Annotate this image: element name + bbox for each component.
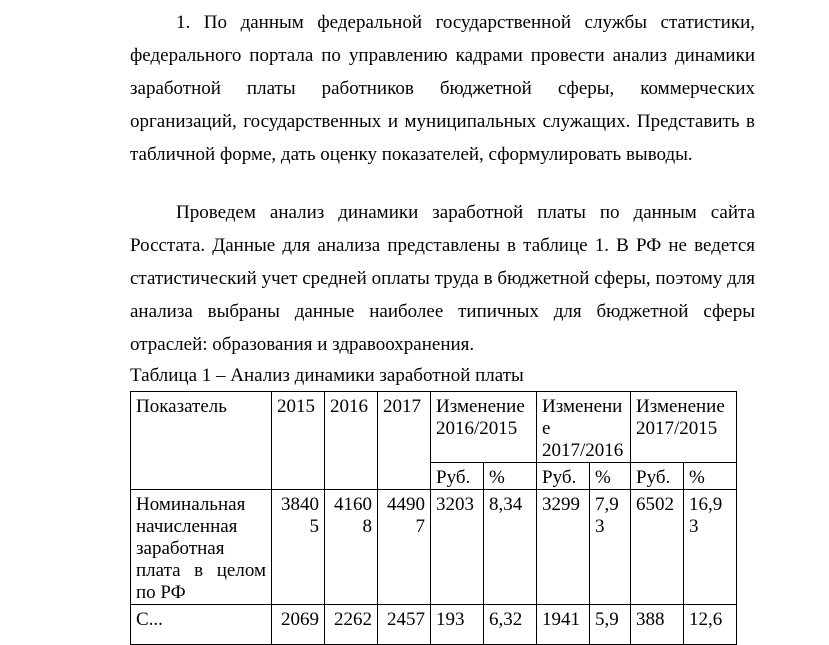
cell-change3-rub: 388: [631, 605, 684, 645]
table-row: [131, 605, 737, 645]
header-2017: 2017: [378, 392, 431, 490]
cell-2015: 38405: [272, 490, 325, 605]
subheader-pct: %: [484, 463, 537, 490]
cell-2015: 2069: [272, 605, 325, 645]
cell-2016: 41608: [325, 490, 378, 605]
cell-2017: 44907: [378, 490, 431, 605]
task-paragraph: 1. По данным федеральной государственной службы статистики, федерального портала по управлению кадрами провести анализ динамики заработной платы работников бюджетной сферы, коммерческих организаций, государственных и муниципальных служащих. Представить в табличной форме, дать оценку показателей, сформулировать выводы.: [130, 12, 755, 165]
cell-change3-pct: 16,93: [684, 490, 737, 605]
cell-change2-rub: 1941: [537, 605, 590, 645]
header-2016: 2016: [325, 392, 378, 490]
cell-change2-pct: 5,9: [590, 605, 631, 645]
table-header-row: [131, 392, 737, 463]
cell-2016: 2262: [325, 605, 378, 645]
row-indicator: С...: [131, 605, 272, 645]
header-change-2017-2015: Изменение 2017/2015: [631, 392, 737, 463]
cell-change1-pct: 8,34: [484, 490, 537, 605]
subheader-rub: Руб.: [631, 463, 684, 490]
subheader-pct: %: [684, 463, 737, 490]
salary-dynamics-table: [130, 391, 737, 645]
table-row: [131, 490, 737, 605]
subheader-rub: Руб.: [431, 463, 484, 490]
header-change-2017-2016: Изменение 2017/2016: [537, 392, 631, 463]
header-change-2016-2015: Изменение 2016/2015: [431, 392, 537, 463]
subheader-pct: %: [590, 463, 631, 490]
cell-change2-rub: 3299: [537, 490, 590, 605]
analysis-paragraph: Проведем анализ динамики заработной платы по данным сайта Росстата. Данные для анализа представлены в таблице 1. В РФ не ведется статистический учет средней оплаты труда в бюджетной сферы, поэтому для анализа выбраны данные наиболее типичных для бюджетной сферы отраслей: образования и здравоохранения.: [130, 202, 755, 355]
cell-change3-pct: 12,6: [684, 605, 737, 645]
table-caption: Таблица 1 – Анализ динамики заработной платы: [130, 365, 524, 386]
cell-change1-pct: 6,32: [484, 605, 537, 645]
header-indicator: Показатель: [131, 392, 272, 490]
cell-change3-rub: 6502: [631, 490, 684, 605]
cell-change2-pct: 7,93: [590, 490, 631, 605]
subheader-rub: Руб.: [537, 463, 590, 490]
cell-change1-rub: 3203: [431, 490, 484, 605]
row-indicator: Номинальная начисленная заработная плата в целом по РФ: [131, 490, 272, 605]
cell-2017: 2457: [378, 605, 431, 645]
cell-change1-rub: 193: [431, 605, 484, 645]
header-2015: 2015: [272, 392, 325, 490]
